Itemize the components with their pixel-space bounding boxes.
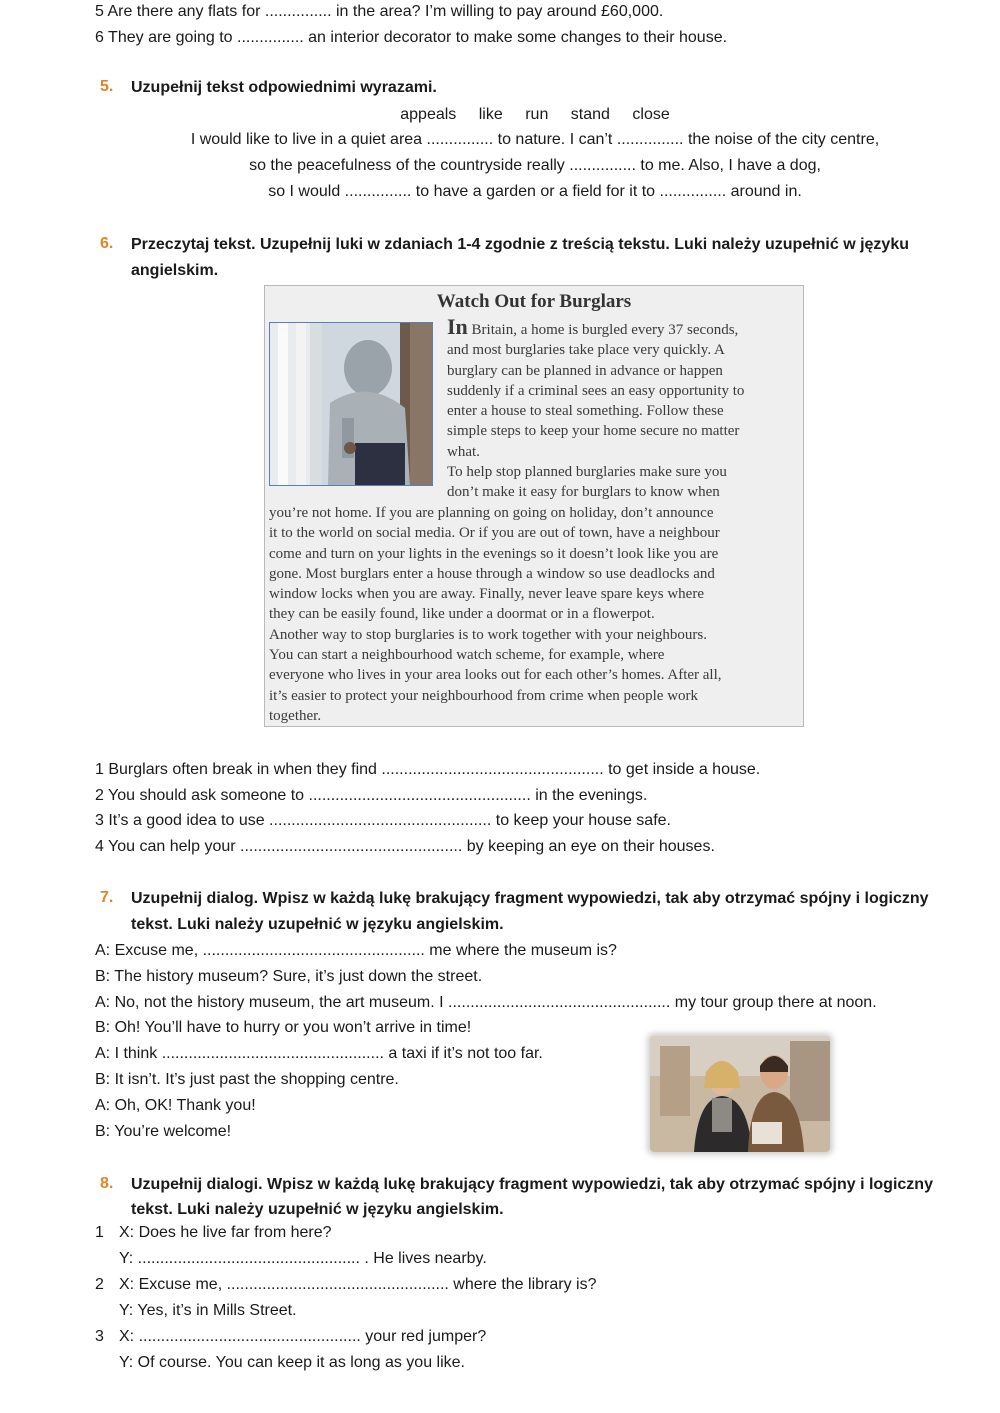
dialog-line: B: You’re welcome! — [95, 1123, 232, 1140]
word-run: run — [525, 106, 549, 123]
dialog-line: B: Oh! You’ll have to hurry or you won’t arrive in time! — [95, 1019, 472, 1036]
question-2: 2 You should ask someone to .................................................. in the evenings. — [95, 787, 648, 804]
word-close: close — [632, 106, 670, 123]
article-dropcap: In — [447, 314, 468, 339]
article-box — [264, 285, 804, 727]
tourists-photo — [650, 1036, 830, 1152]
question-1: 1 Burglars often break in when they find .................................................. to get inside a house. — [95, 761, 761, 778]
exercise7-number: 7. — [100, 889, 114, 906]
article-line: suddenly if a criminal sees an easy opportunity to — [447, 382, 745, 399]
word-appeals: appeals — [400, 106, 457, 123]
article-line: you’re not home. If you are planning on going on holiday, don’t announce — [269, 505, 714, 521]
exercise8-title: Uzupełnij dialogi. Wpisz w każdą lukę brakujący fragment wypowiedzi, tak aby otrzymać spójny i logiczny — [131, 1176, 933, 1193]
article-line: come and turn on your lights in the evenings so it doesn’t look like you are — [269, 545, 719, 562]
article-title: Watch Out for Burglars — [436, 291, 632, 312]
article-line: Another way to stop burglaries is to work together with your neighbours. — [269, 626, 707, 643]
word-like: like — [478, 106, 503, 123]
article-line: You can start a neighbourhood watch scheme, for example, where — [269, 647, 665, 664]
exercise5-title: Uzupełnij tekst odpowiednimi wyrazami. — [131, 79, 437, 96]
article-line: they can be easily found, like under a doormat or in a flowerpot. — [269, 606, 655, 623]
exercise5-text-line: so the peacefulness of the countryside really ............... to me. Also, I have a dog, — [249, 157, 821, 174]
article-line: everyone who lives in your area looks out for each other’s homes. After all, — [269, 667, 722, 684]
dialog-item-number: 2 — [95, 1276, 104, 1293]
dialog-line: B: It isn’t. It’s just past the shopping centre. — [95, 1071, 399, 1088]
exercise5-text-line: so I would ............... to have a garden or a field for it to ............... around in. — [268, 183, 802, 200]
word-stand: stand — [570, 106, 610, 123]
exercise8-number: 8. — [100, 1175, 114, 1192]
exercise5-text-line: I would like to live in a quiet area ............... to nature. I can’t ............... the noise of the city centre, — [190, 131, 880, 148]
dialog-x-line: X: .................................................. your red jumper? — [119, 1328, 487, 1345]
article-line: together. — [269, 707, 322, 724]
question-4: 4 You can help your .................................................. by keeping an eye on their houses. — [95, 838, 715, 855]
dialog-line: A: Excuse me, .................................................. me where the museum is? — [95, 942, 617, 959]
exercise6-title: Przeczytaj tekst. Uzupełnij luki w zdaniach 1-4 zgodnie z treścią tekstu. Luki należy uzupełnić w języku — [131, 236, 909, 253]
dialog-line: A: I think .................................................. a taxi if it’s not too far. — [95, 1045, 543, 1062]
article-line: what. — [447, 443, 480, 460]
dialog-line: A: Oh, OK! Thank you! — [95, 1097, 256, 1114]
article-line: it to the world on social media. Or if you are out of town, have a neighbour — [269, 525, 720, 542]
article-line: and most burglaries take place very quickly. A — [447, 342, 725, 359]
exercise8-title-cont: tekst. Luki należy uzupełnić w języku angielskim. — [131, 1201, 504, 1218]
exercise6-number: 6. — [100, 235, 114, 252]
exercise5-number: 5. — [100, 78, 114, 95]
dialog-y-line: Y: Of course. You can keep it as long as you like. — [119, 1354, 465, 1371]
article-line: don’t make it easy for burglars to know when — [447, 484, 720, 501]
exercise7-title-cont: tekst. Luki należy uzupełnić w języku angielskim. — [131, 916, 504, 933]
article-line: burglary can be planned in advance or happen — [447, 362, 723, 379]
question-3: 3 It’s a good idea to use .................................................. to keep your house safe. — [95, 812, 671, 829]
exercise4-line-6: 6 They are going to ............... an interior decorator to make some changes to their house. — [95, 29, 728, 46]
dialog-y-line: Y: Yes, it’s in Mills Street. — [119, 1302, 297, 1319]
exercise7-title: Uzupełnij dialog. Wpisz w każdą lukę brakujący fragment wypowiedzi, tak aby otrzymać spójny i logiczny — [131, 890, 929, 907]
exercise4-line-5: 5 Are there any flats for ............... in the area? I’m willing to pay around £60,000. — [95, 3, 664, 20]
article-line: In Britain, a home is burgled every 37 seconds, — [447, 314, 739, 339]
dialog-item-number: 3 — [95, 1328, 104, 1345]
article-line: gone. Most burglars enter a house through a window so use deadlocks and — [269, 565, 715, 582]
dialog-y-line: Y: .................................................. . He lives nearby. — [119, 1250, 487, 1267]
article-line: it’s easier to protect your neighbourhood from crime when people work — [269, 687, 699, 704]
article-line: To help stop planned burglaries make sure you — [447, 464, 727, 481]
dialog-x-line: X: Excuse me, .................................................. where the library is? — [119, 1276, 597, 1293]
dialog-line: A: No, not the history museum, the art museum. I .................................................. my tour group there at noon. — [95, 994, 877, 1011]
article-line: window locks when you are away. Finally, never leave spare keys where — [269, 586, 704, 603]
article-line: simple steps to keep your home secure no matter — [447, 423, 740, 440]
article-full-text — [269, 503, 722, 726]
word-bank — [0, 105, 1000, 125]
dialog-line: B: The history museum? Sure, it’s just down the street. — [95, 968, 483, 985]
dialog-x-line: X: Does he live far from here? — [119, 1224, 332, 1241]
article-line: enter a house to steal something. Follow these — [447, 403, 724, 420]
article-wrapped-text — [447, 314, 745, 503]
dialog-item-number: 1 — [95, 1224, 104, 1241]
exercise6-title-cont: angielskim. — [131, 262, 219, 279]
burglar-photo — [269, 322, 433, 486]
